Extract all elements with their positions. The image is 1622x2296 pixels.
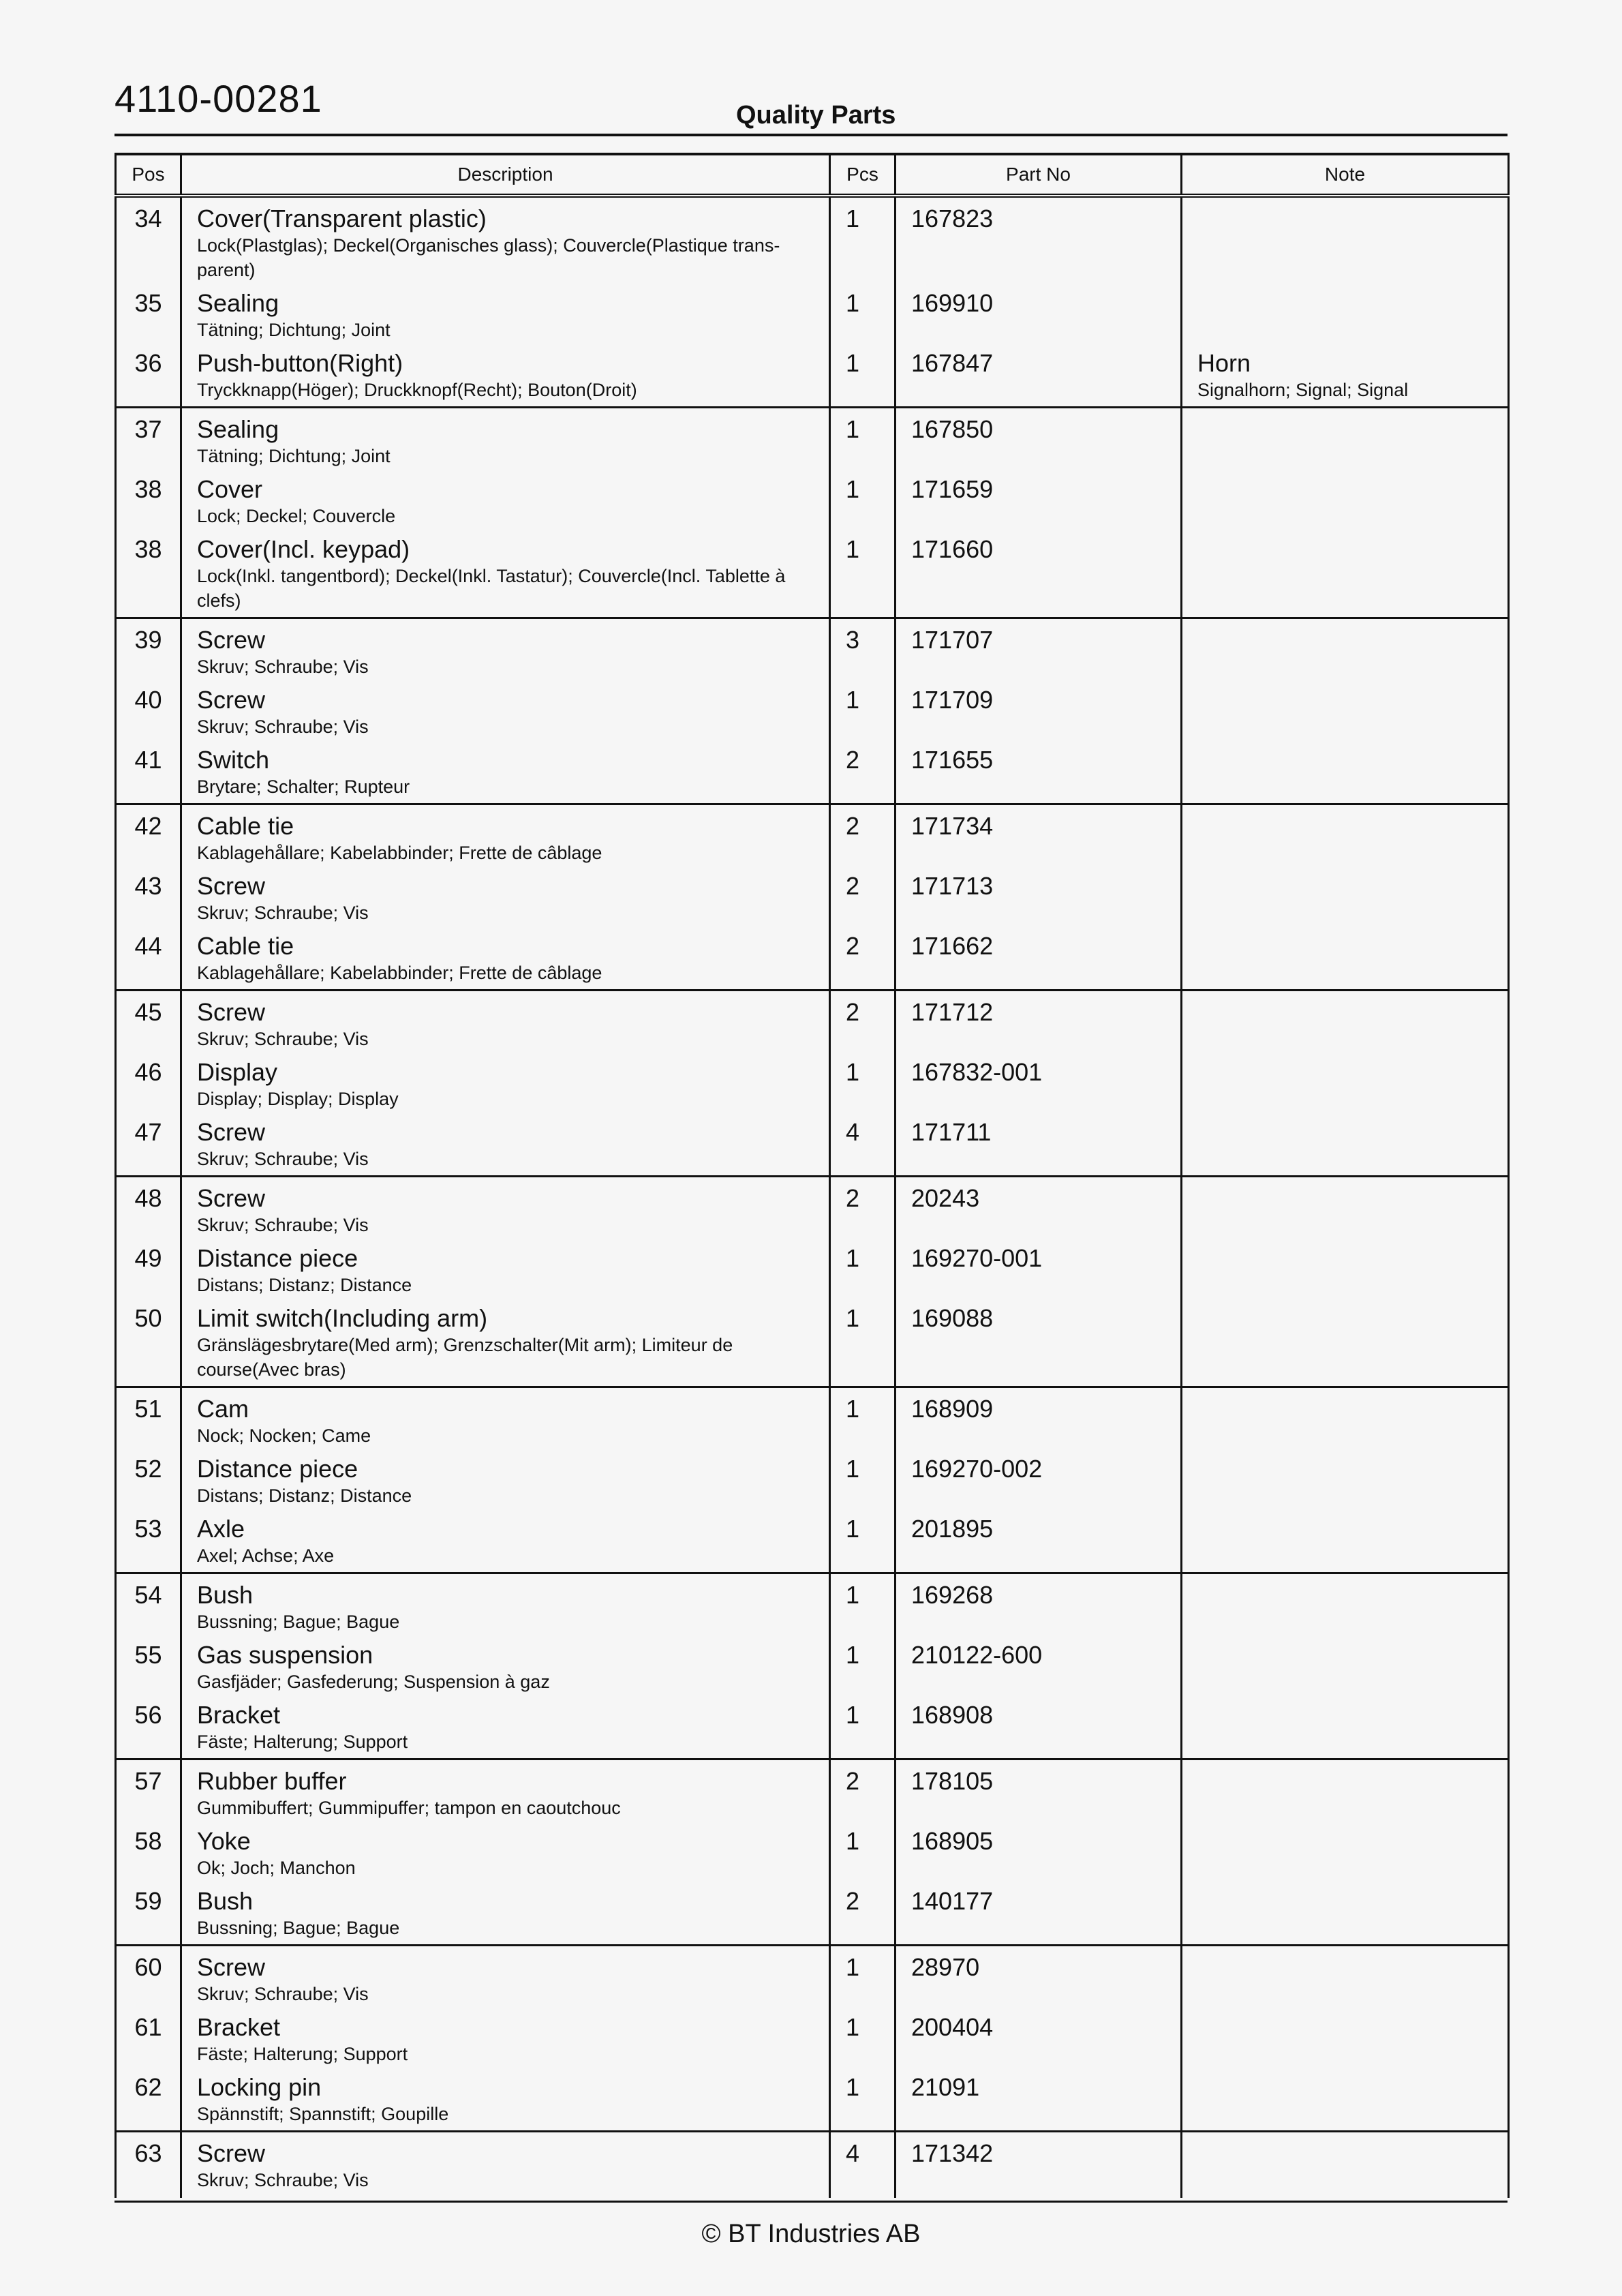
part-name: Axle bbox=[197, 1515, 245, 1543]
description-cell bbox=[181, 1759, 830, 1825]
note-cell bbox=[1182, 804, 1509, 870]
description-cell bbox=[181, 286, 830, 346]
part-number-cell: 167850 bbox=[896, 408, 1182, 473]
pcs-cell: 1 bbox=[830, 408, 896, 473]
note-cell bbox=[1182, 1698, 1509, 1759]
part-translation: Axel; Achse; Axe bbox=[197, 1545, 335, 1566]
part-name: Bracket bbox=[197, 1701, 281, 1729]
note-cell bbox=[1182, 1301, 1509, 1387]
pos-cell: 41 bbox=[116, 743, 181, 804]
row-group bbox=[116, 408, 1509, 618]
row-group bbox=[116, 2132, 1509, 2199]
table-row bbox=[116, 804, 1509, 870]
description-cell bbox=[181, 1884, 830, 1946]
part-number-cell: 21091 bbox=[896, 2070, 1182, 2132]
column-header-pcs: Pcs bbox=[830, 154, 896, 196]
description-cell bbox=[181, 804, 830, 870]
pcs-cell: 2 bbox=[830, 1177, 896, 1242]
pos-cell: 35 bbox=[116, 286, 181, 346]
row-group bbox=[116, 1177, 1509, 1387]
row-group bbox=[116, 1573, 1509, 1759]
table-row bbox=[116, 2132, 1509, 2199]
row-group bbox=[116, 1946, 1509, 2132]
part-translation: Ok; Joch; Manchon bbox=[197, 1858, 356, 1878]
column-header-part-no: Part No bbox=[896, 154, 1182, 196]
table-row bbox=[116, 618, 1509, 684]
part-number-cell: 178105 bbox=[896, 1759, 1182, 1825]
part-number-cell: 169270-001 bbox=[896, 1241, 1182, 1301]
part-translation: Skruv; Schraube; Vis bbox=[197, 903, 369, 923]
pos-cell: 47 bbox=[116, 1115, 181, 1177]
pcs-cell: 1 bbox=[830, 1387, 896, 1453]
table-row bbox=[116, 1301, 1509, 1387]
table-row bbox=[116, 1055, 1509, 1115]
part-translation: Tätning; Dichtung; Joint bbox=[197, 320, 391, 340]
part-name: Screw bbox=[197, 1953, 266, 1981]
footer-divider bbox=[114, 2201, 1508, 2203]
pos-cell: 50 bbox=[116, 1301, 181, 1387]
note-cell bbox=[1182, 929, 1509, 991]
table-row bbox=[116, 532, 1509, 618]
pcs-cell: 4 bbox=[830, 2132, 896, 2199]
part-number-cell: 169270-002 bbox=[896, 1452, 1182, 1512]
pos-cell: 61 bbox=[116, 2010, 181, 2070]
part-name: Yoke bbox=[197, 1827, 251, 1855]
pcs-cell: 1 bbox=[830, 472, 896, 532]
part-name: Distance piece bbox=[197, 1244, 358, 1272]
part-translation: Lock(Plastglas); Deckel(Organisches glass); Couvercle(Plastique trans-parent) bbox=[197, 235, 780, 280]
description-cell bbox=[181, 1301, 830, 1387]
pcs-cell: 2 bbox=[830, 743, 896, 804]
part-name: Cable tie bbox=[197, 932, 294, 960]
description-cell bbox=[181, 618, 830, 684]
description-cell bbox=[181, 1177, 830, 1242]
part-number-cell: 28970 bbox=[896, 1946, 1182, 2011]
table-row bbox=[116, 1573, 1509, 1639]
note-cell bbox=[1182, 408, 1509, 473]
pcs-cell: 1 bbox=[830, 1512, 896, 1573]
description-cell bbox=[181, 2070, 830, 2132]
part-name: Bush bbox=[197, 1887, 254, 1915]
pos-cell: 48 bbox=[116, 1177, 181, 1242]
description-cell bbox=[181, 869, 830, 929]
note-cell bbox=[1182, 472, 1509, 532]
column-header-note: Note bbox=[1182, 154, 1509, 196]
part-translation: Fäste; Halterung; Support bbox=[197, 2044, 408, 2064]
part-number-cell: 168909 bbox=[896, 1387, 1182, 1453]
note-cell bbox=[1182, 1452, 1509, 1512]
pcs-cell: 1 bbox=[830, 1055, 896, 1115]
document-number: 4110-00281 bbox=[114, 77, 322, 120]
note-cell bbox=[1182, 1946, 1509, 2011]
note-cell bbox=[1182, 1573, 1509, 1639]
description-cell bbox=[181, 346, 830, 408]
note-cell bbox=[1182, 532, 1509, 618]
note-cell bbox=[1182, 2010, 1509, 2070]
part-number-cell: 169910 bbox=[896, 286, 1182, 346]
pos-cell: 53 bbox=[116, 1512, 181, 1573]
note-cell bbox=[1182, 618, 1509, 684]
pos-cell: 34 bbox=[116, 196, 181, 286]
row-group bbox=[116, 991, 1509, 1177]
part-number-cell: 171709 bbox=[896, 683, 1182, 743]
part-number-cell: 171713 bbox=[896, 869, 1182, 929]
note-cell bbox=[1182, 1824, 1509, 1884]
note-cell bbox=[1182, 1115, 1509, 1177]
part-name: Sealing bbox=[197, 289, 279, 317]
table-row bbox=[116, 1638, 1509, 1698]
table-row bbox=[116, 929, 1509, 991]
part-name: Cover(Transparent plastic) bbox=[197, 205, 487, 232]
part-translation: Kablagehållare; Kabelabbinder; Frette de câblage bbox=[197, 843, 602, 863]
pos-cell: 36 bbox=[116, 346, 181, 408]
note-cell bbox=[1182, 991, 1509, 1056]
pcs-cell: 1 bbox=[830, 683, 896, 743]
part-name: Cover bbox=[197, 475, 263, 503]
part-name: Cam bbox=[197, 1395, 249, 1423]
part-name: Screw bbox=[197, 998, 266, 1026]
pcs-cell: 1 bbox=[830, 1573, 896, 1639]
part-translation: Lock(Inkl. tangentbord); Deckel(Inkl. Tastatur); Couvercle(Incl. Tablette à clefs) bbox=[197, 566, 786, 611]
part-translation: Skruv; Schraube; Vis bbox=[197, 1984, 369, 2004]
description-cell bbox=[181, 2132, 830, 2199]
column-header-pos: Pos bbox=[116, 154, 181, 196]
pos-cell: 62 bbox=[116, 2070, 181, 2132]
table-row bbox=[116, 869, 1509, 929]
part-translation: Tätning; Dichtung; Joint bbox=[197, 446, 391, 466]
description-cell bbox=[181, 1573, 830, 1639]
part-name: Bracket bbox=[197, 2013, 281, 2041]
pcs-cell: 2 bbox=[830, 929, 896, 991]
pos-cell: 43 bbox=[116, 869, 181, 929]
note-cell bbox=[1182, 1759, 1509, 1825]
column-header-description: Description bbox=[181, 154, 830, 196]
description-cell bbox=[181, 1387, 830, 1453]
pcs-cell: 2 bbox=[830, 1759, 896, 1825]
table-row bbox=[116, 1177, 1509, 1242]
pos-cell: 40 bbox=[116, 683, 181, 743]
note-text: Horn bbox=[1197, 349, 1251, 377]
part-name: Limit switch(Including arm) bbox=[197, 1304, 488, 1332]
pcs-cell: 1 bbox=[830, 1698, 896, 1759]
pos-cell: 42 bbox=[116, 804, 181, 870]
table-row bbox=[116, 2070, 1509, 2132]
pos-cell: 37 bbox=[116, 408, 181, 473]
pcs-cell: 4 bbox=[830, 1115, 896, 1177]
part-translation: Spännstift; Spannstift; Goupille bbox=[197, 2104, 449, 2124]
pos-cell: 60 bbox=[116, 1946, 181, 2011]
part-name: Cable tie bbox=[197, 812, 294, 840]
part-translation: Gränslägesbrytare(Med arm); Grenzschalter(Mit arm); Limiteur de course(Avec bras) bbox=[197, 1335, 733, 1380]
description-cell bbox=[181, 743, 830, 804]
pos-cell: 63 bbox=[116, 2132, 181, 2199]
pcs-cell: 1 bbox=[830, 1638, 896, 1698]
part-name: Distance piece bbox=[197, 1455, 358, 1483]
part-number-cell: 210122-600 bbox=[896, 1638, 1182, 1698]
header-divider bbox=[114, 134, 1508, 136]
table-row bbox=[116, 408, 1509, 473]
part-name: Screw bbox=[197, 1118, 266, 1146]
pcs-cell: 2 bbox=[830, 804, 896, 870]
pcs-cell: 1 bbox=[830, 532, 896, 618]
part-translation: Skruv; Schraube; Vis bbox=[197, 2170, 369, 2190]
note-cell bbox=[1182, 1512, 1509, 1573]
part-number-cell: 140177 bbox=[896, 1884, 1182, 1946]
part-name: Cover(Incl. keypad) bbox=[197, 535, 410, 563]
pos-cell: 51 bbox=[116, 1387, 181, 1453]
table-row bbox=[116, 743, 1509, 804]
description-cell bbox=[181, 1241, 830, 1301]
part-number-cell: 171655 bbox=[896, 743, 1182, 804]
part-translation: Nock; Nocken; Came bbox=[197, 1425, 371, 1446]
part-translation: Display; Display; Display bbox=[197, 1089, 399, 1109]
pos-cell: 45 bbox=[116, 991, 181, 1056]
pcs-cell: 1 bbox=[830, 1452, 896, 1512]
part-number-cell: 167847 bbox=[896, 346, 1182, 408]
part-translation: Skruv; Schraube; Vis bbox=[197, 716, 369, 737]
note-cell bbox=[1182, 1387, 1509, 1453]
pos-cell: 38 bbox=[116, 532, 181, 618]
table-row bbox=[116, 1824, 1509, 1884]
description-cell bbox=[181, 1946, 830, 2011]
part-name: Display bbox=[197, 1058, 278, 1086]
note-translation: Signalhorn; Signal; Signal bbox=[1197, 380, 1409, 400]
part-name: Sealing bbox=[197, 415, 279, 443]
description-cell bbox=[181, 532, 830, 618]
pos-cell: 49 bbox=[116, 1241, 181, 1301]
part-translation: Bussning; Bague; Bague bbox=[197, 1612, 400, 1632]
part-number-cell: 168908 bbox=[896, 1698, 1182, 1759]
part-name: Screw bbox=[197, 2139, 266, 2167]
part-name: Screw bbox=[197, 686, 266, 714]
pcs-cell: 2 bbox=[830, 991, 896, 1056]
pcs-cell: 1 bbox=[830, 286, 896, 346]
pcs-cell: 2 bbox=[830, 1884, 896, 1946]
table-row bbox=[116, 1512, 1509, 1573]
pos-cell: 44 bbox=[116, 929, 181, 991]
part-translation: Distans; Distanz; Distance bbox=[197, 1275, 412, 1295]
part-translation: Lock; Deckel; Couvercle bbox=[197, 506, 396, 526]
description-cell bbox=[181, 472, 830, 532]
table-row bbox=[116, 1115, 1509, 1177]
table-row bbox=[116, 683, 1509, 743]
table-row bbox=[116, 1241, 1509, 1301]
part-number-cell: 167832-001 bbox=[896, 1055, 1182, 1115]
part-number-cell: 168905 bbox=[896, 1824, 1182, 1884]
note-cell bbox=[1182, 869, 1509, 929]
description-cell bbox=[181, 1698, 830, 1759]
table-row bbox=[116, 472, 1509, 532]
part-name: Push-button(Right) bbox=[197, 349, 403, 377]
pos-cell: 38 bbox=[116, 472, 181, 532]
part-name: Screw bbox=[197, 1184, 266, 1212]
pos-cell: 52 bbox=[116, 1452, 181, 1512]
pcs-cell: 1 bbox=[830, 196, 896, 286]
note-cell bbox=[1182, 1241, 1509, 1301]
part-translation: Gummibuffert; Gummipuffer; tampon en caoutchouc bbox=[197, 1798, 621, 1818]
part-number-cell: 171662 bbox=[896, 929, 1182, 991]
row-group bbox=[116, 804, 1509, 991]
row-group bbox=[116, 618, 1509, 804]
part-number-cell: 171659 bbox=[896, 472, 1182, 532]
table-row bbox=[116, 346, 1509, 408]
pos-cell: 46 bbox=[116, 1055, 181, 1115]
parts-table bbox=[114, 153, 1510, 2198]
table-row bbox=[116, 196, 1509, 286]
part-name: Rubber buffer bbox=[197, 1767, 347, 1795]
pcs-cell: 1 bbox=[830, 1824, 896, 1884]
part-name: Bush bbox=[197, 1581, 254, 1609]
pcs-cell: 1 bbox=[830, 1301, 896, 1387]
pcs-cell: 3 bbox=[830, 618, 896, 684]
pcs-cell: 1 bbox=[830, 346, 896, 408]
note-cell bbox=[1182, 286, 1509, 346]
page-title: Quality Parts bbox=[736, 101, 896, 130]
note-cell bbox=[1182, 346, 1509, 408]
part-translation: Distans; Distanz; Distance bbox=[197, 1485, 412, 1506]
note-cell bbox=[1182, 1177, 1509, 1242]
part-number-cell: 167823 bbox=[896, 196, 1182, 286]
note-cell bbox=[1182, 1638, 1509, 1698]
pcs-cell: 1 bbox=[830, 1946, 896, 2011]
pcs-cell: 1 bbox=[830, 1241, 896, 1301]
part-number-cell: 171707 bbox=[896, 618, 1182, 684]
part-name: Screw bbox=[197, 872, 266, 900]
part-number-cell: 201895 bbox=[896, 1512, 1182, 1573]
pos-cell: 55 bbox=[116, 1638, 181, 1698]
table-row bbox=[116, 2010, 1509, 2070]
note-cell bbox=[1182, 2132, 1509, 2199]
part-number-cell: 171734 bbox=[896, 804, 1182, 870]
description-cell bbox=[181, 1638, 830, 1698]
part-number-cell: 171342 bbox=[896, 2132, 1182, 2199]
part-number-cell: 200404 bbox=[896, 2010, 1182, 2070]
part-number-cell: 171711 bbox=[896, 1115, 1182, 1177]
description-cell bbox=[181, 2010, 830, 2070]
description-cell bbox=[181, 991, 830, 1056]
part-translation: Fäste; Halterung; Support bbox=[197, 1732, 408, 1752]
table-row bbox=[116, 1387, 1509, 1453]
part-name: Switch bbox=[197, 746, 270, 774]
description-cell bbox=[181, 196, 830, 286]
pcs-cell: 1 bbox=[830, 2010, 896, 2070]
part-translation: Gasfjäder; Gasfederung; Suspension à gaz bbox=[197, 1672, 550, 1692]
row-group bbox=[116, 1387, 1509, 1573]
note-cell bbox=[1182, 743, 1509, 804]
table-row bbox=[116, 1698, 1509, 1759]
description-cell bbox=[181, 1824, 830, 1884]
note-cell bbox=[1182, 196, 1509, 286]
part-number-cell: 169088 bbox=[896, 1301, 1182, 1387]
table-row bbox=[116, 1452, 1509, 1512]
note-cell bbox=[1182, 1055, 1509, 1115]
note-cell bbox=[1182, 2070, 1509, 2132]
description-cell bbox=[181, 1115, 830, 1177]
description-cell bbox=[181, 929, 830, 991]
description-cell bbox=[181, 1452, 830, 1512]
description-cell bbox=[181, 1055, 830, 1115]
part-translation: Tryckknapp(Höger); Druckknopf(Recht); Bouton(Droit) bbox=[197, 380, 637, 400]
description-cell bbox=[181, 683, 830, 743]
table-row bbox=[116, 1946, 1509, 2011]
description-cell bbox=[181, 1512, 830, 1573]
table-row bbox=[116, 991, 1509, 1056]
note-cell bbox=[1182, 1884, 1509, 1946]
part-translation: Bussning; Bague; Bague bbox=[197, 1918, 400, 1938]
row-group bbox=[116, 1759, 1509, 1946]
pcs-cell: 2 bbox=[830, 869, 896, 929]
description-cell bbox=[181, 408, 830, 473]
note-cell bbox=[1182, 683, 1509, 743]
pcs-cell: 1 bbox=[830, 2070, 896, 2132]
part-number-cell: 20243 bbox=[896, 1177, 1182, 1242]
pos-cell: 56 bbox=[116, 1698, 181, 1759]
pos-cell: 57 bbox=[116, 1759, 181, 1825]
part-translation: Kablagehållare; Kabelabbinder; Frette de câblage bbox=[197, 963, 602, 983]
row-group bbox=[116, 196, 1509, 408]
part-translation: Skruv; Schraube; Vis bbox=[197, 656, 369, 677]
copyright-footer: © BT Industries AB bbox=[701, 2220, 921, 2248]
table-row bbox=[116, 1759, 1509, 1825]
part-name: Locking pin bbox=[197, 2073, 322, 2101]
part-name: Screw bbox=[197, 626, 266, 654]
pos-cell: 59 bbox=[116, 1884, 181, 1946]
part-name: Gas suspension bbox=[197, 1641, 373, 1669]
table-row bbox=[116, 1884, 1509, 1946]
part-number-cell: 171712 bbox=[896, 991, 1182, 1056]
part-number-cell: 171660 bbox=[896, 532, 1182, 618]
part-translation: Brytare; Schalter; Rupteur bbox=[197, 776, 410, 797]
table-row bbox=[116, 286, 1509, 346]
table-header-row bbox=[116, 154, 1509, 196]
pos-cell: 58 bbox=[116, 1824, 181, 1884]
part-number-cell: 169268 bbox=[896, 1573, 1182, 1639]
part-translation: Skruv; Schraube; Vis bbox=[197, 1149, 369, 1169]
pos-cell: 39 bbox=[116, 618, 181, 684]
pos-cell: 54 bbox=[116, 1573, 181, 1639]
part-translation: Skruv; Schraube; Vis bbox=[197, 1029, 369, 1049]
part-translation: Skruv; Schraube; Vis bbox=[197, 1215, 369, 1235]
